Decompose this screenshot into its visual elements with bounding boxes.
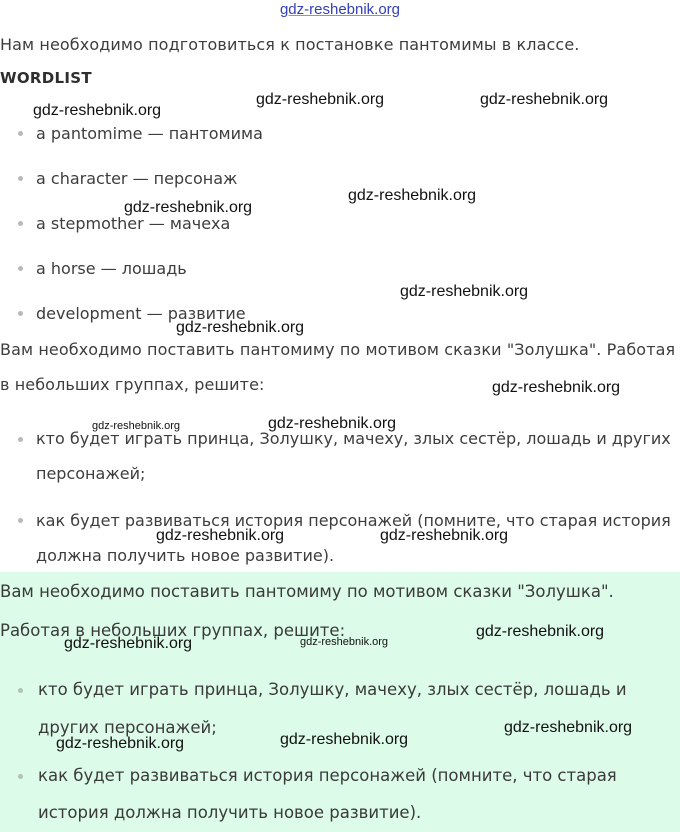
watermark: gdz-reshebnik.org xyxy=(92,420,181,432)
task-bullet-line2: должна получить новое развитие). xyxy=(36,546,335,565)
bullet-dot-icon xyxy=(18,176,23,181)
watermark: gdz-reshebnik.org xyxy=(56,735,185,752)
wordlist-item: development — развитие xyxy=(36,304,246,323)
bullet-dot-icon xyxy=(18,311,23,316)
bullet-dot-icon xyxy=(18,518,23,523)
watermark: gdz-reshebnik.org xyxy=(256,91,385,108)
answer-highlight-box xyxy=(0,572,680,832)
watermark: gdz-reshebnik.org xyxy=(348,187,477,204)
bullet-dot-icon xyxy=(18,688,23,693)
watermark: gdz-reshebnik.org xyxy=(124,199,253,216)
task-text-line2: в небольших группах, решите: xyxy=(0,375,265,394)
watermark: gdz-reshebnik.org xyxy=(176,319,305,336)
wordlist-heading: WORDLIST xyxy=(0,69,92,87)
bullet-dot-icon xyxy=(18,774,23,779)
watermark: gdz-reshebnik.org xyxy=(156,527,285,544)
intro-text: Нам необходимо подготовиться к постановке пантомимы в классе. xyxy=(0,35,580,54)
watermark: gdz-reshebnik.org xyxy=(380,527,509,544)
watermark: gdz-reshebnik.org xyxy=(300,636,389,648)
watermark: gdz-reshebnik.org xyxy=(280,731,409,748)
task-text-line1: Вам необходимо поставить пантомиму по мотивом сказки "Золушка". Работая xyxy=(0,340,676,359)
wordlist-item: a horse — лошадь xyxy=(36,259,187,278)
site-watermark-link[interactable]: gdz-reshebnik.org xyxy=(279,1,401,18)
wordlist-item: a character — персонаж xyxy=(36,169,238,188)
answer-text-line1: Вам необходимо поставить пантомиму по мотивом сказки "Золушка". xyxy=(0,582,614,601)
watermark: gdz-reshebnik.org xyxy=(268,415,397,432)
answer-bullet-line2: других персонажей; xyxy=(38,718,217,737)
watermark: gdz-reshebnik.org xyxy=(400,283,529,300)
task-bullet-line2: персонажей; xyxy=(36,464,146,483)
task-bullet-line1: как будет развиваться история персонажей (помните, что старая история xyxy=(36,511,671,530)
bullet-dot-icon xyxy=(18,221,23,226)
bullet-dot-icon xyxy=(18,437,23,442)
watermark: gdz-reshebnik.org xyxy=(64,635,193,652)
watermark: gdz-reshebnik.org xyxy=(480,91,609,108)
wordlist-item: a stepmother — мачеха xyxy=(36,214,231,233)
watermark: gdz-reshebnik.org xyxy=(504,719,633,736)
answer-bullet-line1: кто будет играть принца, Золушку, мачеху, злых сестёр, лошадь и xyxy=(38,680,627,699)
answer-bullet-line1: как будет развиваться история персонажей (помните, что старая xyxy=(38,766,617,785)
bullet-dot-icon xyxy=(18,131,23,136)
wordlist-item: a pantomime — пантомима xyxy=(36,124,263,143)
watermark: gdz-reshebnik.org xyxy=(492,379,621,396)
bullet-dot-icon xyxy=(18,266,23,271)
answer-bullet-line2: история должна получить новое развитие). xyxy=(38,803,422,822)
task-bullet-line1: кто будет играть принца, Золушку, мачеху, злых сестёр, лошадь и других xyxy=(36,429,671,448)
watermark: gdz-reshebnik.org xyxy=(476,623,605,640)
answer-text-line2: Работая в небольших группах, решите: xyxy=(0,621,346,640)
watermark: gdz-reshebnik.org xyxy=(33,102,162,119)
